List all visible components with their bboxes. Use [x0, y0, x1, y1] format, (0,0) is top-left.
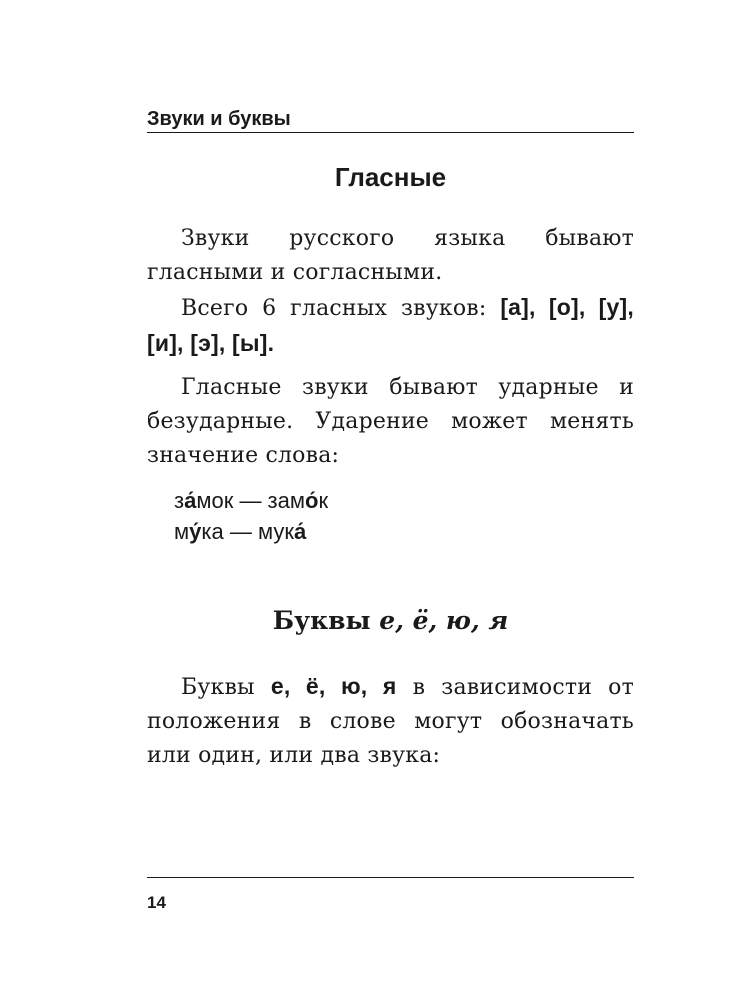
- paragraph-text: Гласные звуки бывают ударные и безударные. Ударение может менять значение слова:: [147, 375, 634, 468]
- header-rule: [147, 132, 634, 133]
- vowel-sounds-list: [а], [о], [у], [и], [э], [ы].: [147, 294, 634, 356]
- stressed-vowel: у́: [189, 519, 202, 544]
- paragraph-letters: Буквы е, ё, ю, я в зависимости от положения в слове могут обозначать или один, или два звука:: [147, 673, 635, 768]
- title-letters: е, ё, ю, я: [379, 606, 509, 635]
- stressed-vowel: о́: [305, 488, 319, 513]
- stressed-vowel: а́: [184, 488, 197, 513]
- paragraph-vowels-intro: [147, 222, 634, 290]
- stressed-vowel: а́: [293, 519, 307, 544]
- paragraph-text: Всего 6 гласных звуков:: [181, 296, 501, 321]
- footer-rule: [147, 877, 634, 878]
- paragraph-vowel-count: [147, 290, 634, 362]
- paragraph-stress: [147, 371, 634, 473]
- letters-highlight: е, ё, ю, я: [270, 673, 397, 699]
- section-title-letters: Буквы е, ё, ю, я: [272, 606, 509, 635]
- paragraph-text: Звуки русского языка бывают гласными и согласными.: [147, 226, 634, 285]
- running-header: Звуки и буквы: [147, 108, 291, 130]
- section-title-vowels: Гласные: [334, 162, 447, 192]
- example-muka: му́ка — мука́: [174, 519, 307, 544]
- page-number: 14: [147, 893, 166, 912]
- example-zamok: за́мок — замо́к: [174, 488, 329, 513]
